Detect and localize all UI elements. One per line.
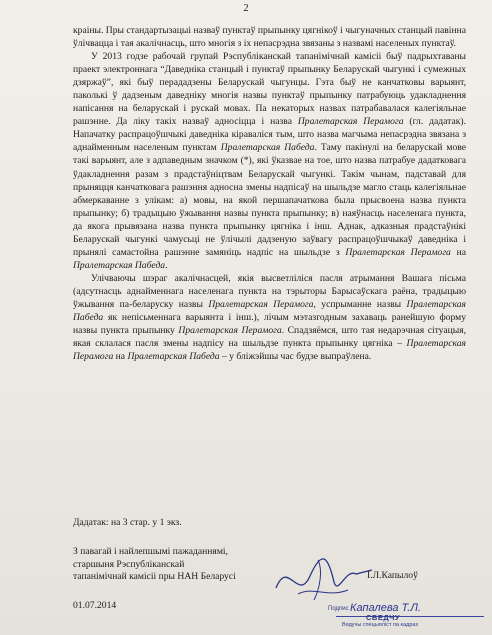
- stamp-word: СВЕДЧУ: [366, 613, 401, 622]
- italic-place-name: Пралетарская Пабеда: [127, 351, 220, 363]
- text-run: на: [450, 246, 466, 258]
- text-run: як непісьменнага варыянта і інш.), лічым мэтазгодным захаваць ранейшую форму назвы пункта прыпынку: [73, 312, 466, 337]
- stamp-signature: Капалева Т.Л.: [350, 602, 421, 614]
- stamp-small-text: Вядучы спецыяліст па кадрах: [342, 622, 419, 628]
- handwritten-signature: [268, 548, 378, 610]
- italic-place-name: Пралетарская Перамога: [178, 325, 282, 337]
- text-run: краіны. Пры стандартызацыі назваў пунктаў прыпынку цягнікоў і чыгуначных станцый павінна ўлічвацца і тая акалічнасць, што многія з іх непасрэдна звязаны з назвамі населеных пунктаў.: [73, 25, 466, 50]
- text-run: Улічваючы шэраг акалічнасцей, якія высветліліся пасля атрымання Вашага пісьма (адсутнасць аднайменнага населенага пункта на тэрыторы Барысаўскага раёна, традыцыю ўжывання па-беларуску назвы: [73, 272, 466, 310]
- letter-body: [73, 24, 466, 363]
- page-number: 2: [243, 3, 249, 14]
- italic-place-name: Пралетарская Перамога: [297, 116, 404, 128]
- text-run: У 2013 годзе рабочай групай Рэспубліканскай тапанімічнай камісіі быў падрыхтаваны праект электроннага “Даведніка станцый і пунктаў прыпынку Беларускай чыгункі і сумежных дзяржаў”, які быў перададзены Беларускай чыгунцы. Гэта быў не канчатковы варыянт, паколькі ў дадзеным даведніку многія назвы пунктаў прыпынку патрабуюць удакладнення напісання на беларускай і рускай мовах. Па некаторых назвах патрабавалася калегіяльнае рашэнне. Да ліку такіх назваў адносіцца і назва: [73, 51, 466, 128]
- closing-greeting: З павагай і найлепшымі пажаданнямі,: [73, 546, 228, 557]
- italic-place-name: Пралетарская Пабеда: [220, 142, 315, 154]
- text-run: , успрыманне назвы: [313, 298, 407, 310]
- certification-stamp: [326, 604, 486, 635]
- italic-place-name: Пралетарская Пабеда: [73, 259, 166, 271]
- closing-block: [73, 546, 236, 584]
- stamp-label: Подпис: [328, 606, 349, 612]
- attachment-note: Дадатак: на 3 стар. у 1 экз.: [73, 517, 182, 528]
- paragraph-3: [73, 272, 466, 363]
- text-run: . Таму пакінулі на беларускай мове такі варыянт, але з адпаведным значком (*), які ўказвае на тое, што назва патрабуе дадатковага ўдакладнення разам з прадстаўніцтвам Беларускай чыгункі. Такім чынам, падставай для прыняцця канчатковага рашэння адносна змены надпісаў на шыльдзе магло стаць калегіяльнае абмеркаванне з улікам: а) мовы, на якой першапачаткова была прысвоена назва пункта прыпынку; б) традыцыю ўжывання назвы пункта прыпынку; в) наяўнасць населенага пункта, да якога прывязана назва пункта прыпынку цягніка і інш. Аднак, адказныя прадстаўнікі Беларускай чыгункі чамусьці не ўлічылі дадзеную заўвагу распрацоўшчыкаў даведніка і прынялі самастойна рашэнне замяніць надпіс на шыльдзе з: [73, 142, 466, 258]
- paragraph-2: [73, 50, 466, 272]
- signer-position-line2: тапанімічнай камісіі пры НАН Беларусі: [73, 571, 236, 583]
- text-run: .: [165, 259, 168, 271]
- text-run: – у бліжэйшы час будзе выпраўлена.: [219, 351, 372, 363]
- italic-place-name: Пралетарская Пабеда: [73, 298, 466, 324]
- letter-date: 01.07.2014: [73, 600, 117, 611]
- stamp-line: [336, 616, 484, 617]
- signer-position-line1: старшыня Рэспубліканскай: [73, 558, 185, 570]
- italic-place-name: Пралетарская Перамога: [73, 338, 466, 363]
- italic-place-name: Пралетарская Перамога: [345, 246, 451, 258]
- italic-place-name: Пралетарская Перамога: [208, 298, 314, 310]
- text-run: на: [113, 351, 128, 363]
- signer-name: І.Л.Капылоў: [367, 570, 418, 581]
- text-run: . Спадзяёмся, што тая недарэчная сітуацыя, якая склалася пасля змены надпісу на шыльдзе пункта прыпынку цягніка –: [73, 325, 467, 350]
- text-run: (гл. дадатак). Напачатку распрацоўшчыкі даведніка кіраваліся тым, што назва магчыма непасрэдна звязана з аднайменным населеным пунктам: [73, 116, 466, 154]
- paragraph-1: [73, 24, 466, 50]
